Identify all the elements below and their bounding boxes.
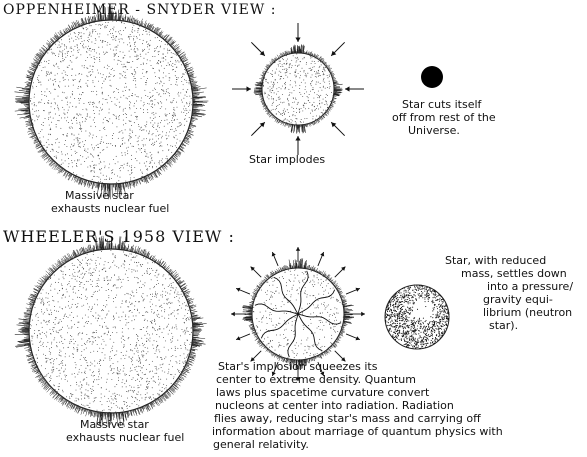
caption-neutron-star: Star, with reduced mass, settles down into a pressure/ gravity equi- librium (neutron star). xyxy=(445,254,574,332)
imploding-star-top xyxy=(232,23,364,155)
neutron-star xyxy=(385,284,450,349)
massive-star-top xyxy=(15,6,209,200)
caption-star-implodes: Star implodes xyxy=(249,153,326,166)
heading-wheeler-1958: WHEELER'S 1958 VIEW : xyxy=(3,227,235,246)
black-hole xyxy=(421,66,443,88)
caption-star-cuts-off: Star cuts itself off from rest of the Universe. xyxy=(392,98,496,137)
massive-star-bottom xyxy=(15,235,207,428)
caption-massive-star-bottom: Massive star exhausts nuclear fuel xyxy=(66,418,185,444)
heading-oppenheimer-snyder: OPPENHEIMER - SNYDER VIEW : xyxy=(3,2,277,18)
caption-massive-star-top: Massive star exhausts nuclear fuel xyxy=(51,189,170,215)
caption-wheeler-implosion: Star's implosion squeezes its center to extreme density. Quantum laws plus spacetime curvature convert nucleons at center into radiation. Radiation flies away, reducing star's mass and carrying off information about marriage of quantum physics with general relativity. xyxy=(212,360,503,451)
